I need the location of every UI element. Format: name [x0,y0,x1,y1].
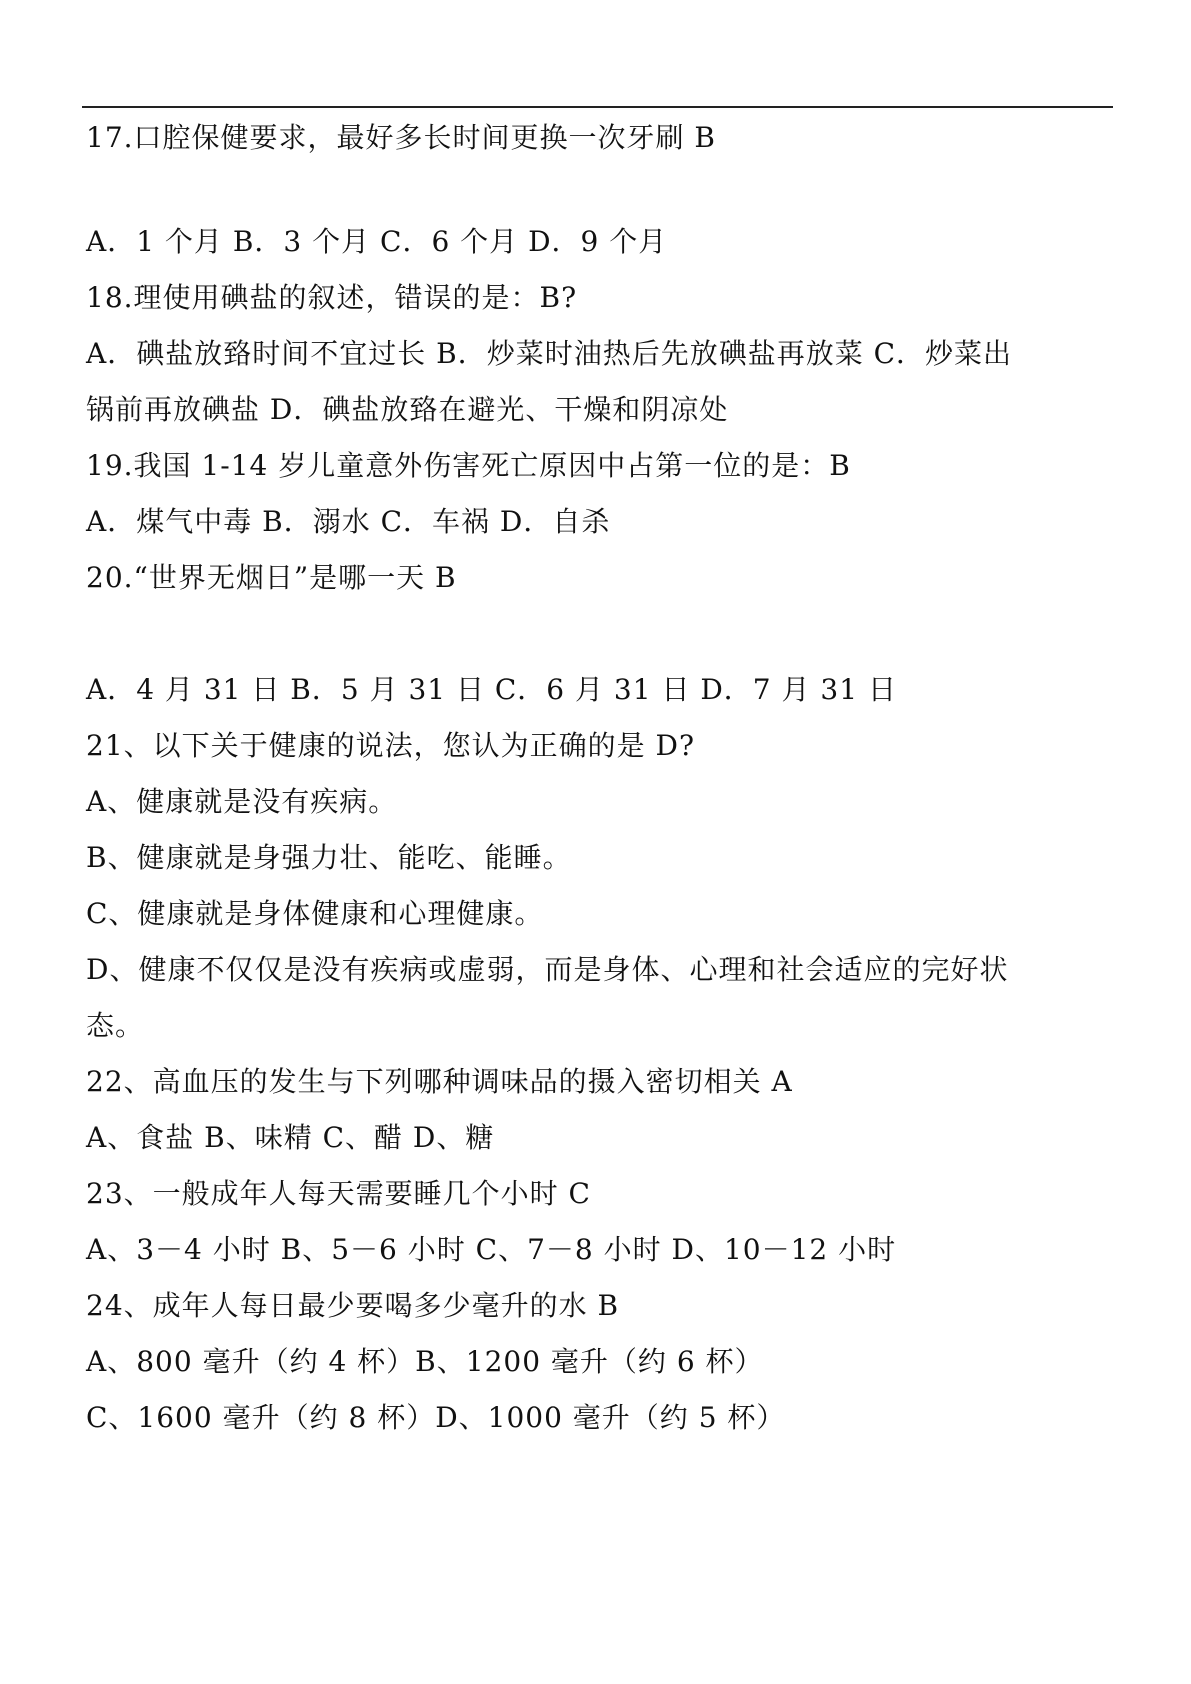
question-18-options-line-1: A．碘盐放臵时间不宜过长 B．炒菜时油热后先放碘盐再放菜 C．炒菜出 [86,337,1013,370]
question-18: 18.理使用碘盐的叙述，错误的是：B? [86,281,578,314]
question-21-option-d-line-2: 态。 [86,1009,145,1042]
question-21-option-d-line-1: D、健康不仅仅是没有疾病或虚弱，而是身体、心理和社会适应的完好状 [86,953,1009,986]
question-23: 23、一般成年人每天需要睡几个小时 C [86,1177,591,1210]
question-21-option-a: A、健康就是没有疾病。 [86,785,398,818]
question-21: 21、以下关于健康的说法，您认为正确的是 D? [86,729,695,762]
question-20-options: A．4 月 31 日 B．5 月 31 日 C．6 月 31 日 D．7 月 31 日 [86,673,897,706]
question-24: 24、成年人每日最少要喝多少毫升的水 B [86,1289,620,1322]
question-17-options: A．1 个月 B．3 个月 C．6 个月 D．9 个月 [86,225,668,258]
question-17: 17.口腔保健要求，最好多长时间更换一次牙刷 B [86,121,717,154]
question-24-options-line-1: A、800 毫升（约 4 杯）B、1200 毫升（约 6 杯） [86,1345,764,1378]
question-21-option-c: C、健康就是身体健康和心理健康。 [86,897,544,930]
question-20: 20.“世界无烟日”是哪一天 B [86,561,457,594]
question-19: 19.我国 1-14 岁儿童意外伤害死亡原因中占第一位的是：B [86,449,851,482]
question-19-options: A．煤气中毒 B．溺水 C．车祸 D．自杀 [86,505,611,538]
question-24-options-line-2: C、1600 毫升（约 8 杯）D、1000 毫升（约 5 杯） [86,1401,786,1434]
question-21-option-b: B、健康就是身强力壮、能吃、能睡。 [86,841,572,874]
header-rule [82,106,1113,108]
question-18-options-line-2: 锅前再放碘盐 D．碘盐放臵在避光、干燥和阴凉处 [86,393,729,426]
question-22-options: A、食盐 B、味精 C、醋 D、糖 [86,1121,495,1154]
question-23-options: A、3－4 小时 B、5－6 小时 C、7－8 小时 D、10－12 小时 [86,1233,897,1266]
question-22: 22、高血压的发生与下列哪种调味品的摄入密切相关 A [86,1065,793,1098]
